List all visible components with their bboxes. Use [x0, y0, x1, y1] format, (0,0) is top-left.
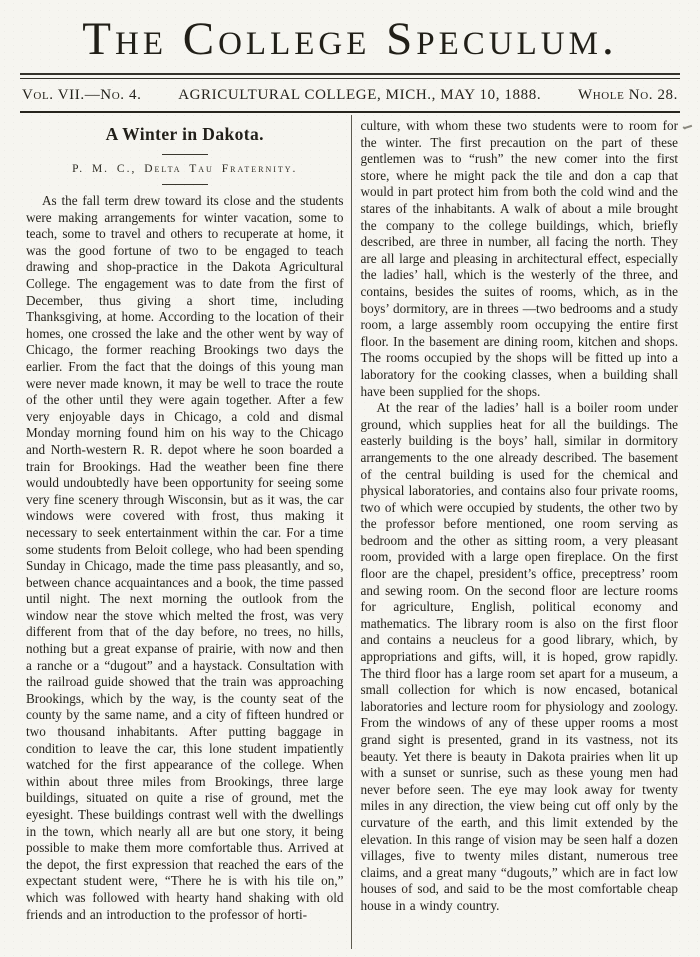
article-title: A Winter in Dakota. [105, 124, 264, 145]
whole-number: Whole No. 28. [577, 87, 678, 104]
article-byline: P. M. C., Delta Tau Fraternity. [72, 163, 298, 176]
article-paragraph: At the rear of the ladies’ hall is a boiler room under ground, which supplies heat for all the buildings. The easterly building is the boys’ hall, similar in dormitory arrangements to the one already described. The basement of the central building is used for the chemical and physical laboratories, and contains also four private rooms, two of which were occupied by students, the other two by the professor before mentioned, one room serving as bedroom and the other as sitting room, a very pleasant room, provided with a large open fireplace. On the first floor are the chapel, president’s office, preceptress’ room and sewing room. On the second floor are lecture rooms for agriculture, English, political economy and mathematics. The library room is also on the first floor and contains a neucleus for a good library, which, by appropriations and gifts, will, it is hoped, grow rapidly. The third floor has a large room set apart for a museum, a small collection for which is now encased, botanical laboratories and lecture room for physiology and zoology. From the windows of any of these upper rooms a most grand sight is presented, grand in its vastness, not its beauty. Yet there is beauty in Dakota prairies when lit up with a sunset or sunrise, such as these young men had never before seen. The eye may look away for twenty miles in any direction, the view being cut off only by the curvature of the earth, and this limit extended by the elevation. In this range of vision may be seen half a dozen villages, five to twenty miles distant, numerous tree claims, and a great many “dugouts,” which are in fact low houses of sod, and said to be the most comfortable cheap house in a windy country. [360, 400, 678, 913]
handwritten-pen-mark [683, 122, 695, 132]
masthead-title: The College Speculum. [82, 13, 618, 65]
article-paragraph: As the fall term drew toward its close and the students were making arrangements for winter vacation, some to teach, some to travel and others to recuperate at home, it was the good fortune of two to be engaged to teach drawing and shop-practice in the Dakota Agricultural College. The engagement was to date from the first of December, thus giving a short time, including Thanksgiving, at home. According to the location of their homes, one crossed the lake and the other went by way of Chicago, the former reaching Brookings two days the earlier. From the fact that the doings of this young man were never made known, it may be well to trace the route of the other until they were again together. After a few very enjoyable days in Chicago, a cold and dismal Monday morning found him on his way to the Chicago and North-western R. R. depot where he soon boarded a train for Brookings. Had the weather been fine there would undoubtedly have been opportunity for seeing some very fine scenery through Wisconsin, but as it was, the car windows were covered with frost, thus making it necessary to seek entertainment within the car. For a time some students from Beloit college, who had been spending Sunday in Chicago, made the time pass pleasantly, and so, between chance acquaintances and a book, the time passed until night. The next morning the outlook from the window near the stove which melted the frost, was very different from that of the day before, no trees, no hills, nothing but a great expanse of prairie, with now and then a ranche or a “dugout” and a haystack. Consultation with the railroad guide showed that the train was approaching Brookings, which by the way, is the county seat of the county by the same name, and a city of fifteen hundred or two thousand inhabitants. After putting baggage in condition to leave the car, this lone student impatiently watched for the first appearance of the college. When within about three miles from Brookings, three large buildings, situated on quite a rise of ground, met the eyesight. These buildings contrast well with the dwellings in the town, which nearly all are but one story, it being possible to make them more comfortable thus. Arrived at the depot, the first expression that reached the ears of the expectant student were, “There he is with his tile on,” which was followed with hearty hand shaking with old friends and an introduction to the professor of horti- [26, 193, 344, 922]
issue-line [20, 79, 680, 111]
article-paragraph: culture, with whom these two students were to room for the winter. The first precaution on the part of these gentlemen was to “rush” the new comer into the first store, where he might pack the tile and don a cap that would in part protect him from both the cold wind and the stares of the inhabitants. A walk of about a mile brought the company to the college buildings, which, briefly described, are three in number, all facing the north. They are all large and pleasing in architectural effect, especially the ladies’ hall, which is the westerly of the three, and contains, besides the suites of rooms, which, as in the boys’ dormitory, are in threes —two bedrooms and a study room, a large assembly room occupying the entire first floor. In the basement are dining room, kitchen and shops. The rooms occupied by the shops will be fitted up into a laboratory for the cooking classes, when a building shall have been supplied for the shops. [360, 118, 678, 399]
volume-number: Vol. VII.—No. 4. [22, 87, 142, 104]
college-and-date: AGRICULTURAL COLLEGE, MICH., MAY 10, 1888. [178, 87, 542, 104]
left-column [20, 113, 351, 949]
right-column [352, 113, 681, 949]
article-columns [20, 113, 680, 949]
masthead [20, 12, 680, 113]
title-separator-rule [162, 154, 208, 155]
byline-separator-rule [162, 184, 208, 185]
